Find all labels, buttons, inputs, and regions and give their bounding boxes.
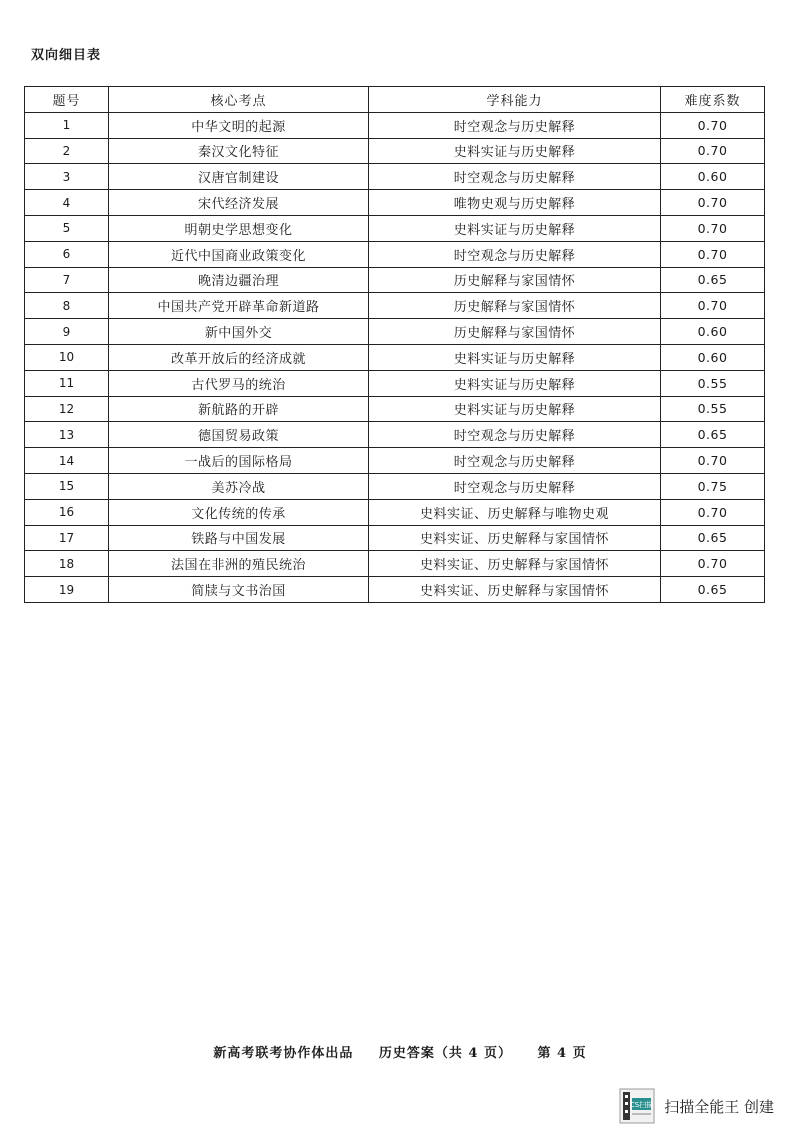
- header-core-topic: 核心考点: [109, 87, 369, 113]
- page-footer: [0, 1042, 800, 1061]
- core-topic-cell: 汉唐官制建设: [109, 164, 369, 190]
- difficulty-cell: 0.70: [661, 551, 765, 577]
- specification-table: [24, 86, 765, 603]
- question-number-cell: 7: [25, 267, 109, 293]
- difficulty-cell: 0.65: [661, 267, 765, 293]
- subject-ability-cell: 时空观念与历史解释: [369, 164, 661, 190]
- core-topic-cell: 铁路与中国发展: [109, 525, 369, 551]
- table-row: [25, 448, 765, 474]
- header-difficulty: 难度系数: [661, 87, 765, 113]
- table-row: [25, 551, 765, 577]
- question-number-cell: 15: [25, 473, 109, 499]
- core-topic-cell: 宋代经济发展: [109, 190, 369, 216]
- difficulty-cell: 0.60: [661, 164, 765, 190]
- question-number-cell: 10: [25, 344, 109, 370]
- difficulty-cell: 0.55: [661, 396, 765, 422]
- core-topic-cell: 美苏冷战: [109, 473, 369, 499]
- table-row: [25, 370, 765, 396]
- core-topic-cell: 秦汉文化特征: [109, 138, 369, 164]
- core-topic-cell: 新中国外交: [109, 319, 369, 345]
- subject-ability-cell: 时空观念与历史解释: [369, 112, 661, 138]
- difficulty-cell: 0.70: [661, 499, 765, 525]
- svg-text:CS扫描: CS扫描: [630, 1101, 654, 1109]
- difficulty-cell: 0.70: [661, 293, 765, 319]
- difficulty-cell: 0.65: [661, 422, 765, 448]
- camscanner-logo-icon: [618, 1088, 656, 1124]
- subject-ability-cell: 史料实证、历史解释与家国情怀: [369, 551, 661, 577]
- subject-ability-cell: 历史解释与家国情怀: [369, 293, 661, 319]
- subject-ability-cell: 时空观念与历史解释: [369, 448, 661, 474]
- question-number-cell: 9: [25, 319, 109, 345]
- difficulty-cell: 0.65: [661, 525, 765, 551]
- table-row: [25, 396, 765, 422]
- subject-ability-cell: 史料实证与历史解释: [369, 396, 661, 422]
- difficulty-cell: 0.70: [661, 190, 765, 216]
- subject-ability-cell: 史料实证与历史解释: [369, 138, 661, 164]
- table-row: [25, 215, 765, 241]
- subject-ability-cell: 史料实证、历史解释与家国情怀: [369, 525, 661, 551]
- question-number-cell: 3: [25, 164, 109, 190]
- difficulty-cell: 0.55: [661, 370, 765, 396]
- core-topic-cell: 新航路的开辟: [109, 396, 369, 422]
- subject-ability-cell: 史料实证与历史解释: [369, 370, 661, 396]
- difficulty-cell: 0.60: [661, 319, 765, 345]
- core-topic-cell: 古代罗马的统治: [109, 370, 369, 396]
- table-row: [25, 499, 765, 525]
- core-topic-cell: 法国在非洲的殖民统治: [109, 551, 369, 577]
- core-topic-cell: 中华文明的起源: [109, 112, 369, 138]
- core-topic-cell: 晚清边疆治理: [109, 267, 369, 293]
- question-number-cell: 6: [25, 241, 109, 267]
- table-row: [25, 577, 765, 603]
- difficulty-cell: 0.70: [661, 112, 765, 138]
- subject-ability-cell: 历史解释与家国情怀: [369, 267, 661, 293]
- footer-subject: 历史答案（共 4 页）: [378, 1046, 512, 1061]
- question-number-cell: 12: [25, 396, 109, 422]
- question-number-cell: 17: [25, 525, 109, 551]
- table-row: [25, 112, 765, 138]
- table-row: [25, 164, 765, 190]
- core-topic-cell: 中国共产党开辟革命新道路: [109, 293, 369, 319]
- question-number-cell: 13: [25, 422, 109, 448]
- subject-ability-cell: 历史解释与家国情怀: [369, 319, 661, 345]
- subject-ability-cell: 史料实证与历史解释: [369, 344, 661, 370]
- difficulty-cell: 0.70: [661, 138, 765, 164]
- header-subject-ability: 学科能力: [369, 87, 661, 113]
- difficulty-cell: 0.60: [661, 344, 765, 370]
- core-topic-cell: 文化传统的传承: [109, 499, 369, 525]
- core-topic-cell: 明朝史学思想变化: [109, 215, 369, 241]
- question-number-cell: 5: [25, 215, 109, 241]
- core-topic-cell: 一战后的国际格局: [109, 448, 369, 474]
- question-number-cell: 1: [25, 112, 109, 138]
- watermark-text: 扫描全能王 创建: [664, 1097, 774, 1116]
- question-number-cell: 4: [25, 190, 109, 216]
- table-row: [25, 344, 765, 370]
- table-row: [25, 422, 765, 448]
- core-topic-cell: 改革开放后的经济成就: [109, 344, 369, 370]
- table-row: [25, 241, 765, 267]
- core-topic-cell: 简牍与文书治国: [109, 577, 369, 603]
- footer-page-number: 第 4 页: [537, 1046, 587, 1061]
- subject-ability-cell: 史料实证、历史解释与家国情怀: [369, 577, 661, 603]
- question-number-cell: 18: [25, 551, 109, 577]
- question-number-cell: 11: [25, 370, 109, 396]
- difficulty-cell: 0.70: [661, 241, 765, 267]
- question-number-cell: 8: [25, 293, 109, 319]
- table-row: [25, 319, 765, 345]
- table-row: [25, 267, 765, 293]
- subject-ability-cell: 时空观念与历史解释: [369, 422, 661, 448]
- table-body: [25, 112, 765, 602]
- table-row: [25, 190, 765, 216]
- subject-ability-cell: 史料实证与历史解释: [369, 215, 661, 241]
- table-row: [25, 138, 765, 164]
- table-row: [25, 525, 765, 551]
- scanner-watermark: [618, 1088, 774, 1124]
- table-row: [25, 473, 765, 499]
- question-number-cell: 16: [25, 499, 109, 525]
- header-question-number: 题号: [25, 87, 109, 113]
- table-row: [25, 293, 765, 319]
- subject-ability-cell: 唯物史观与历史解释: [369, 190, 661, 216]
- subject-ability-cell: 时空观念与历史解释: [369, 473, 661, 499]
- question-number-cell: 2: [25, 138, 109, 164]
- difficulty-cell: 0.70: [661, 448, 765, 474]
- difficulty-cell: 0.70: [661, 215, 765, 241]
- footer-publisher: 新高考联考协作体出品: [213, 1046, 354, 1061]
- table-header-row: [25, 87, 765, 113]
- core-topic-cell: 德国贸易政策: [109, 422, 369, 448]
- difficulty-cell: 0.75: [661, 473, 765, 499]
- document-title: 双向细目表: [31, 48, 102, 63]
- question-number-cell: 19: [25, 577, 109, 603]
- core-topic-cell: 近代中国商业政策变化: [109, 241, 369, 267]
- question-number-cell: 14: [25, 448, 109, 474]
- difficulty-cell: 0.65: [661, 577, 765, 603]
- subject-ability-cell: 史料实证、历史解释与唯物史观: [369, 499, 661, 525]
- subject-ability-cell: 时空观念与历史解释: [369, 241, 661, 267]
